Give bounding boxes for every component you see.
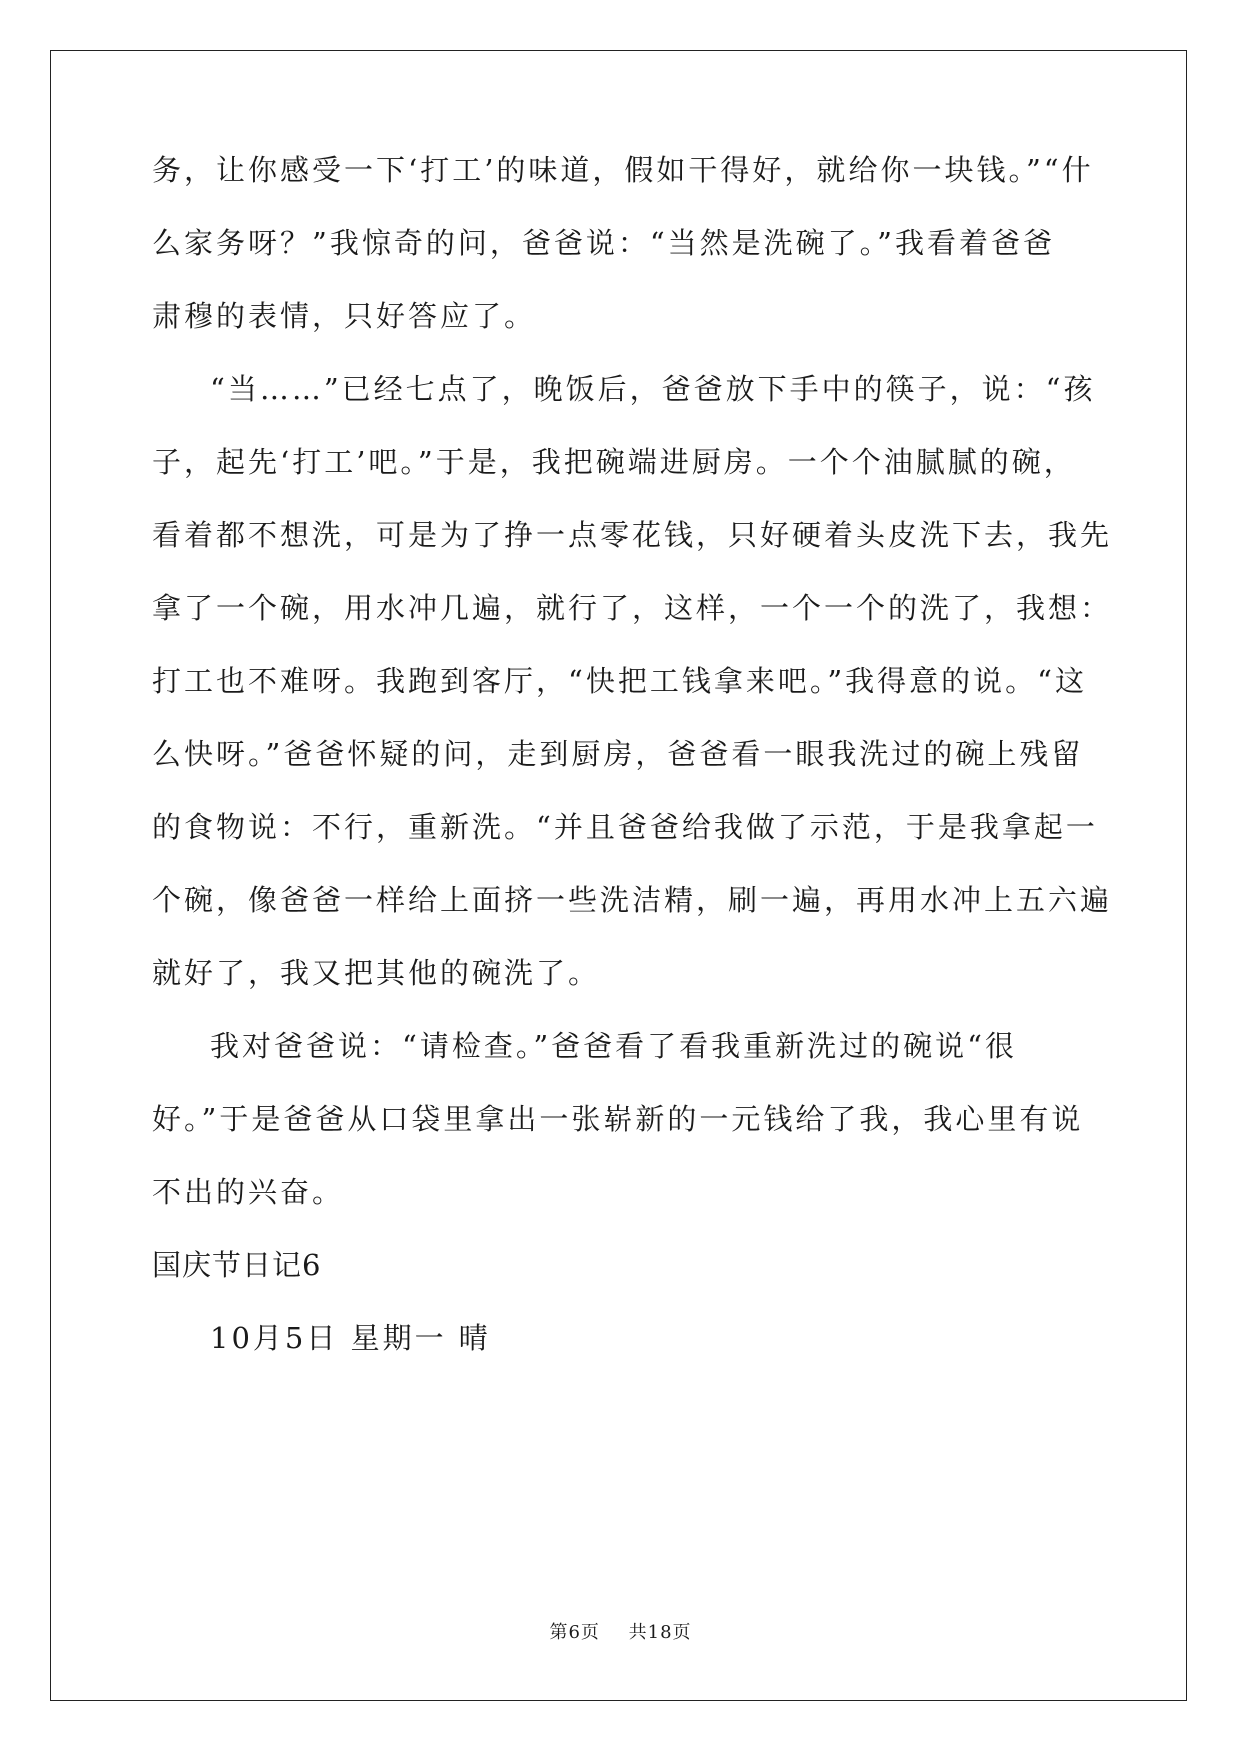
text-line: 肃穆的表情，只好答应了。 xyxy=(152,299,537,333)
text-line: 拿了一个碗，用水冲几遍，就行了，这样，一个一个的洗了，我想： xyxy=(152,591,1113,625)
text-line: 么家务呀？”我惊奇的问，爸爸说：“当然是洗碗了。”我看着爸爸 xyxy=(152,226,1055,260)
page-number: 第6页 xyxy=(549,1622,600,1643)
text-line: 子，起先‘打工’吧。”于是，我把碗端进厨房。一个个油腻腻的碗， xyxy=(152,445,1076,479)
text-line: 务，让你感受一下‘打工’的味道，假如干得好，就给你一块钱。”“什 xyxy=(152,153,1094,187)
page-total: 共18页 xyxy=(628,1622,692,1643)
page-footer xyxy=(0,1621,1241,1645)
text-line: 就好了，我又把其他的碗洗了。 xyxy=(152,956,601,990)
paragraph-start-line: 我对爸爸说：“请检查。”爸爸看了看我重新洗过的碗说“很 xyxy=(210,1029,1017,1063)
text-line: 看着都不想洗，可是为了挣一点零花钱，只好硬着头皮洗下去，我先 xyxy=(152,518,1113,552)
text-line: 不出的兴奋。 xyxy=(152,1175,345,1209)
section-heading: 国庆节日记6 xyxy=(152,1248,322,1282)
text-line: 么快呀。”爸爸怀疑的问，走到厨房，爸爸看一眼我洗过的碗上残留 xyxy=(152,737,1084,771)
text-line: 打工也不难呀。我跑到客厅，“快把工钱拿来吧。”我得意的说。“这 xyxy=(152,664,1087,698)
paragraph-start-line: “当……”已经七点了，晚饭后，爸爸放下手中的筷子，说：“孩 xyxy=(210,372,1096,406)
text-line: 个碗，像爸爸一样给上面挤一些洗洁精，刷一遍，再用水冲上五六遍 xyxy=(152,883,1113,917)
diary-date-line: 10月5日 星期一 晴 xyxy=(210,1321,491,1355)
text-line: 的食物说：不行，重新洗。“并且爸爸给我做了示范，于是我拿起一 xyxy=(152,810,1098,844)
text-line: 好。”于是爸爸从口袋里拿出一张崭新的一元钱给了我，我心里有说 xyxy=(152,1102,1084,1136)
